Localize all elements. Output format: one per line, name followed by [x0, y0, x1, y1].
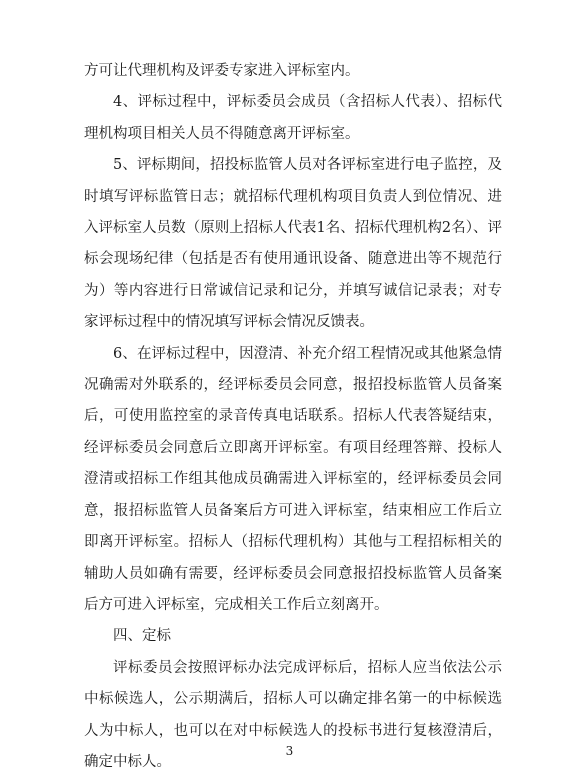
paragraph-item-5: 5、评标期间，招投标监管人员对各评标室进行电子监控，及时填写评标监管日志；就招标代理机构项目负责人到位情况、进入评标室人员数（原则上招标人代表1名、招标代理机构2名）、评标会现场纪律（包括是否有使用通讯设备、随意进出等不规范行为）等内容进行日常诚信记录和记分，并填写诚信记录表；对专家评标过程中的情况填写评标会情况反馈表。: [84, 157, 502, 331]
paragraph-closing: 评标委员会按照评标办法完成评标后，招标人应当依法公示中标候选人，公示期满后，招标人可以确定排名第一的中标候选人为中标人，也可以在对中标候选人的投标书进行复核澄清后，确定中标人。: [84, 659, 502, 770]
page-number: 3: [285, 744, 294, 758]
paragraph-continuation: 方可让代理机构及评委专家进入评标室内。: [84, 63, 360, 79]
section-heading: 四、定标: [113, 628, 171, 645]
document-body: [84, 56, 502, 778]
paragraph-item-4: 4、评标过程中，评标委员会成员（含招标人代表）、招标代理机构项目相关人员不得随意离开评标室。: [84, 94, 502, 142]
paragraph-item-6: 6、在评标过程中，因澄清、补充介绍工程情况或其他紧急情况确需对外联系的，经评标委员会同意，报招投标监管人员备案后，可使用监控室的录音传真电话联系。招标人代表答疑结束，经评标委员会同意后立即离开评标室。有项目经理答辩、投标人澄清或招标工作组其他成员确需进入评标室的，经评标委员会同意，报招标监管人员备案后方可进入评标室，结束相应工作后立即离开评标室。招标人（招标代理机构）其他与工程招标相关的辅助人员如确有需要，经评标委员会同意报招投标监管人员备案后方可进入评标室，完成相关工作后立刻离开。: [84, 345, 502, 613]
